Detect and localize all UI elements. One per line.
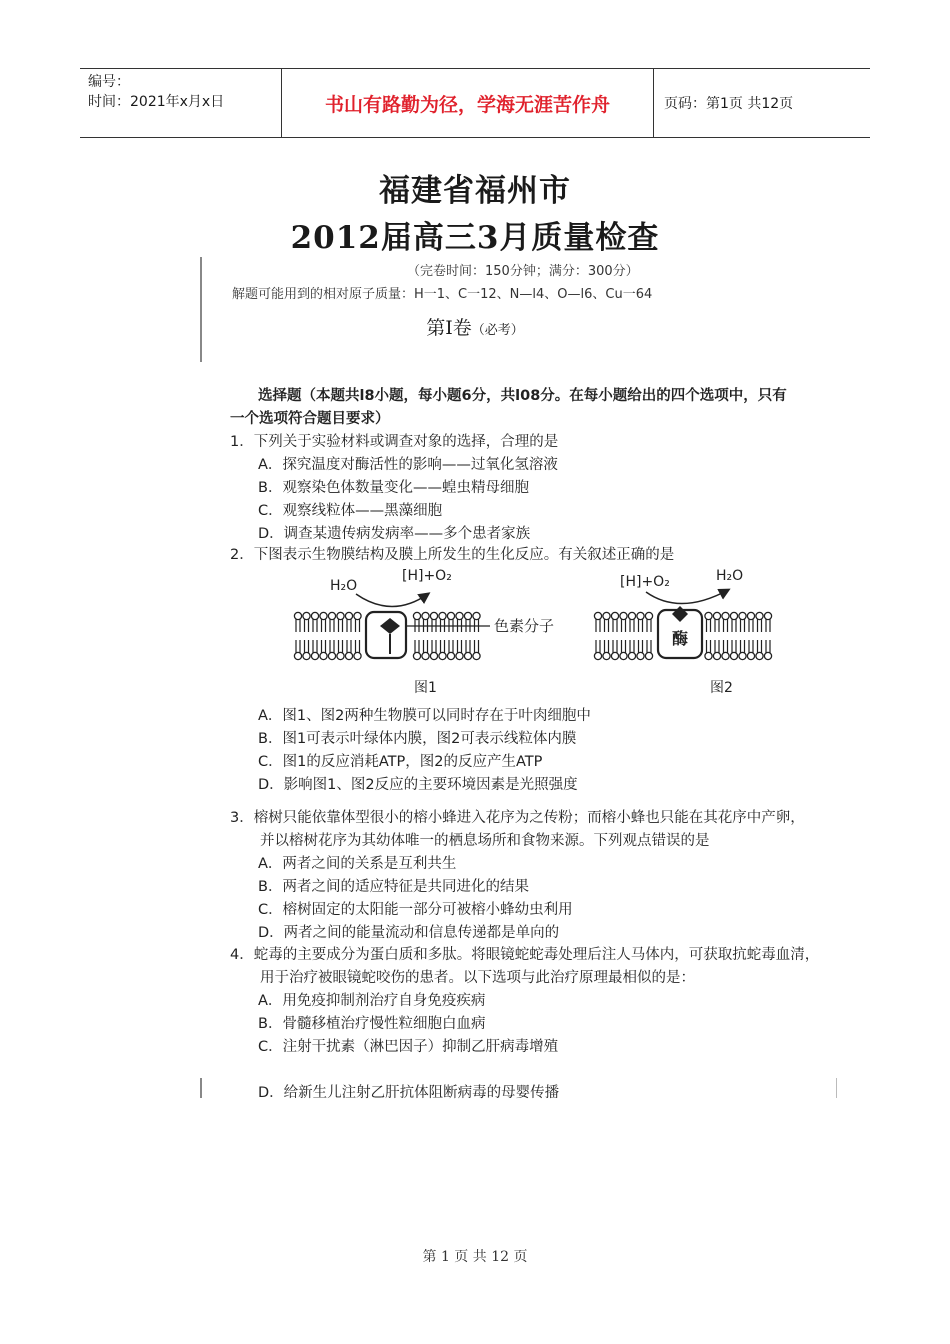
phospholipid — [294, 612, 301, 632]
phospholipid — [456, 612, 463, 632]
page-info: 页码：第1页 共12页 — [664, 96, 794, 112]
question-1-stem: 1．下列关于实验材料或调查对象的选择，合理的是 — [230, 434, 559, 450]
phospholipid — [311, 612, 318, 632]
phospholipid — [764, 612, 771, 632]
exam-time-score: （完卷时间：150分钟；满分：300分） — [407, 264, 639, 279]
phospholipid — [603, 640, 610, 660]
question-3-option-c: C．榕树固定的太阳能一部分可被榕小蜂幼虫利用 — [258, 902, 573, 918]
fig1-protein — [366, 612, 406, 658]
question-2-stem: 2．下图表示生物膜结构及膜上所发生的生化反应。有关叙述正确的是 — [230, 547, 675, 563]
question-2-option-c: C．图1的反应消耗ATP，图2的反应产生ATP — [258, 754, 543, 770]
phospholipid — [303, 640, 310, 660]
atomic-mass-note: 解题可能用到的相对原子质量：H一1、C一12、N—l4、O—l6、Cu一64 — [232, 287, 653, 302]
phospholipid — [756, 612, 763, 632]
phospholipid — [628, 640, 635, 660]
question-2-option-a: A．图1、图2两种生物膜可以同时存在于叶肉细胞中 — [258, 708, 591, 724]
volume-title: 第Ⅰ卷 — [426, 317, 472, 339]
phospholipid — [637, 612, 644, 632]
page-header-table — [80, 68, 870, 138]
question-3-option-a: A．两者之间的关系是互利共生 — [258, 856, 457, 872]
phospholipid — [645, 612, 652, 632]
phospholipid — [594, 612, 601, 632]
fig2-caption: 图2 — [710, 680, 733, 696]
phospholipid — [713, 612, 720, 632]
section-heading-line1: 选择题（本题共l8小题，每小题6分，共l08分。在每小题给出的四个选项中，只有 — [258, 388, 787, 404]
phospholipid — [730, 640, 737, 660]
question-4-option-c: C．注射干扰素（淋巴因子）抑制乙肝病毒增殖 — [258, 1039, 559, 1055]
phospholipid — [413, 640, 420, 660]
phospholipid — [464, 612, 471, 632]
phospholipid — [594, 640, 601, 660]
phospholipid — [320, 612, 327, 632]
phospholipid — [447, 640, 454, 660]
pigment-label: 色素分子 — [494, 617, 555, 635]
section-heading-line2: 一个选项符合题目要求） — [230, 411, 390, 427]
phospholipid — [722, 640, 729, 660]
phospholipid — [611, 612, 618, 632]
phospholipid — [730, 612, 737, 632]
phospholipid — [354, 612, 361, 632]
question-4-stem: 4．蛇毒的主要成分为蛋白质和多肽。将眼镜蛇蛇毒处理后注人马体内，可获取抗蛇毒血清， — [230, 947, 820, 963]
question-4-option-a: A．用免疫抑制剂治疗自身免疫疾病 — [258, 993, 486, 1009]
phospholipid — [439, 612, 446, 632]
phospholipid — [328, 612, 335, 632]
question-3-option-d: D．两者之间的能量流动和信息传递都是单向的 — [258, 925, 560, 941]
phospholipid — [413, 612, 420, 632]
fig2-reaction-arrow — [646, 590, 728, 604]
phospholipid — [337, 612, 344, 632]
phospholipid — [430, 640, 437, 660]
number-label: 编号： — [88, 74, 130, 90]
phospholipid — [722, 612, 729, 632]
phospholipid — [345, 612, 352, 632]
phospholipid — [705, 640, 712, 660]
phospholipid — [456, 640, 463, 660]
fig1-caption: 图1 — [414, 680, 437, 696]
phospholipid — [747, 612, 754, 632]
phospholipid — [473, 640, 480, 660]
header-meta-cell — [80, 69, 281, 137]
volume-heading — [0, 313, 950, 340]
phospholipid — [620, 640, 627, 660]
title-city: 福建省福州市 — [379, 173, 571, 209]
question-2-option-d: D．影响图1、图2反应的主要环境因素是光照强度 — [258, 777, 578, 793]
question-4-option-d: D．给新生儿注射乙肝抗体阻断病毒的母婴传播 — [258, 1085, 560, 1101]
membrane-figure — [280, 564, 800, 704]
phospholipid — [345, 640, 352, 660]
question-4-option-b: B．骨髓移植治疗慢性粒细胞白血病 — [258, 1016, 486, 1032]
phospholipid — [294, 640, 301, 660]
phospholipid — [747, 640, 754, 660]
phospholipid — [464, 640, 471, 660]
phospholipid — [320, 640, 327, 660]
phospholipid — [705, 612, 712, 632]
fig1-output-label: [H]+O₂ — [402, 568, 452, 584]
enzyme-label: 酶 — [672, 629, 689, 648]
phospholipid — [713, 640, 720, 660]
phospholipid — [337, 640, 344, 660]
phospholipid — [637, 640, 644, 660]
volume-note: （必考） — [471, 323, 524, 338]
motto: 书山有路勤为径，学海无涯苦作舟 — [281, 69, 654, 137]
phospholipid — [354, 640, 361, 660]
fig1-input-label: H₂O — [330, 578, 358, 594]
question-2-option-b: B．图1可表示叶绿体内膜，图2可表示线粒体内膜 — [258, 731, 577, 747]
phospholipid — [739, 640, 746, 660]
phospholipid — [447, 612, 454, 632]
time-label: 时间：2021年x月x日 — [88, 94, 225, 110]
page-footer: 第 1 页 共 12 页 — [422, 1249, 528, 1265]
phospholipid — [328, 640, 335, 660]
question-3-option-b: B．两者之间的适应特征是共同进化的结果 — [258, 879, 529, 895]
margin-bar — [836, 1078, 837, 1098]
margin-bar — [200, 257, 202, 362]
fig1-reaction-arrow — [356, 594, 428, 607]
question-1-option-b: B．观察染色体数量变化——蝗虫精母细胞 — [258, 480, 529, 496]
question-3-stem: 3．榕树只能依靠体型很小的榕小蜂进入花序为之传粉；而榕小蜂也只能在其花序中产卵， — [230, 810, 805, 826]
phospholipid — [422, 612, 429, 632]
phospholipid — [439, 640, 446, 660]
fig2-output-label: H₂O — [716, 568, 744, 584]
phospholipid — [764, 640, 771, 660]
phospholipid — [303, 612, 310, 632]
question-3-stem-continued: 并以榕树花序为其幼体唯一的栖息场所和食物来源。下列观点错误的是 — [260, 833, 710, 849]
phospholipid — [739, 612, 746, 632]
phospholipid — [430, 612, 437, 632]
phospholipid — [611, 640, 618, 660]
title-exam: 2012届高三3月质量检查 — [290, 220, 660, 256]
question-1-option-a: A．探究温度对酶活性的影响——过氧化氢溶液 — [258, 457, 558, 473]
phospholipid — [311, 640, 318, 660]
phospholipid — [603, 612, 610, 632]
phospholipid — [473, 612, 480, 632]
phospholipid — [620, 612, 627, 632]
fig2-input-label: [H]+O₂ — [620, 574, 670, 590]
phospholipid — [756, 640, 763, 660]
question-4-stem-continued: 用于治疗被眼镜蛇咬伤的患者。以下选项与此治疗原理最相似的是： — [260, 970, 695, 986]
phospholipid — [645, 640, 652, 660]
margin-bar — [200, 1078, 202, 1098]
phospholipid — [628, 612, 635, 632]
question-1-option-c: C．观察线粒体——黑藻细胞 — [258, 503, 443, 519]
question-1-option-d: D．调查某遗传病发病率——多个患者家族 — [258, 526, 531, 542]
phospholipid — [422, 640, 429, 660]
